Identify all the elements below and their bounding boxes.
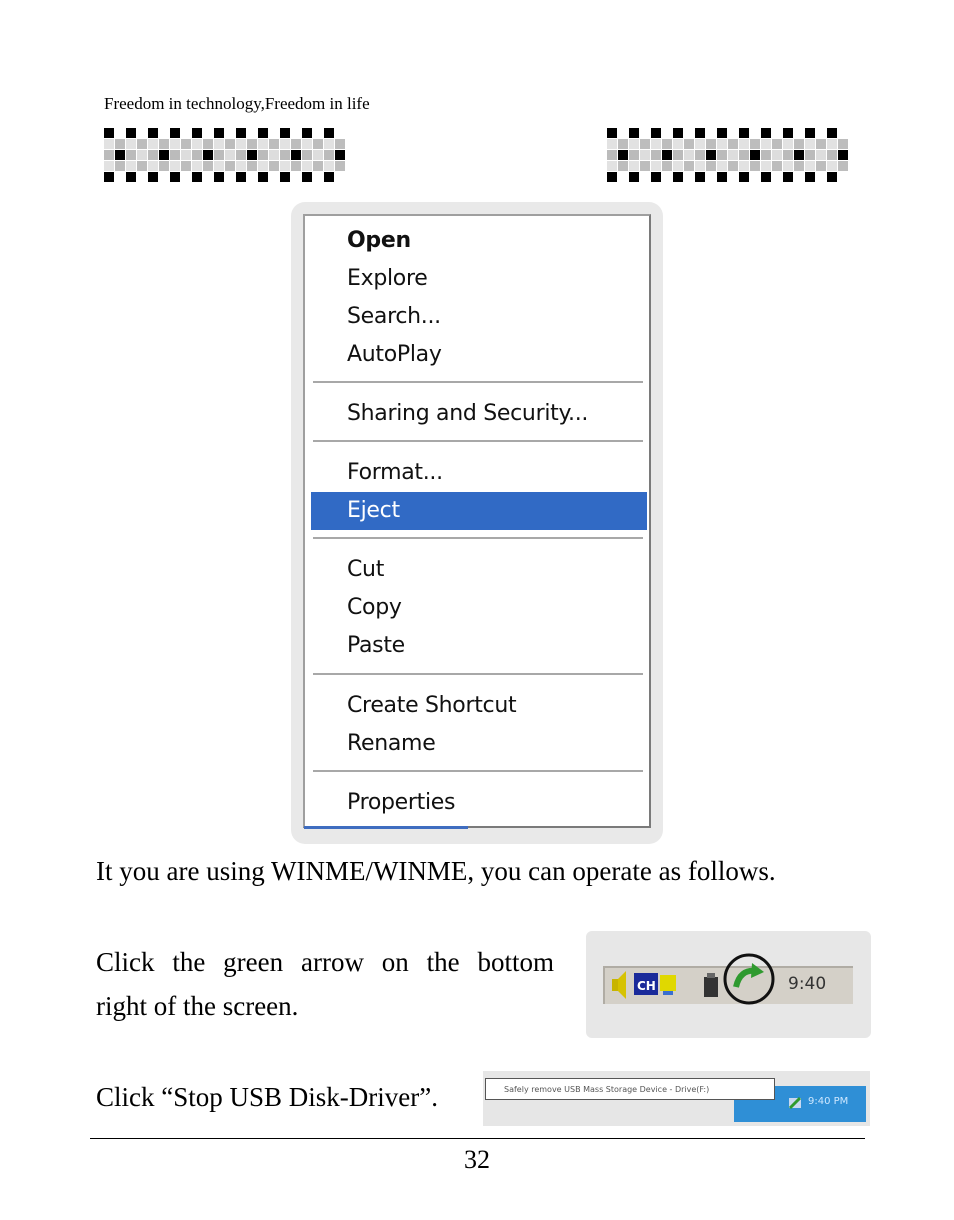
menu-separator (313, 381, 643, 383)
speaker-icon[interactable] (612, 971, 626, 999)
checker-decoration-left (104, 128, 348, 182)
taskbar-clock: 9:40 PM (808, 1096, 849, 1107)
menu-item-paste[interactable]: Paste (347, 633, 405, 658)
stop-usb-popup[interactable]: Safely remove USB Mass Storage Device - Drive(F:) (485, 1078, 775, 1100)
tray-clock: 9:40 (788, 974, 827, 994)
step1-text-line1: Click the green arrow on the bottom (96, 947, 554, 977)
taskbar-edge (304, 826, 468, 829)
svg-text:CH: CH (637, 979, 656, 993)
page-number: 32 (464, 1145, 490, 1174)
monitor-icon[interactable] (660, 975, 676, 995)
intro-text: It you are using WINME/WINME, you can operate as follows. (96, 856, 776, 886)
menu-item-search[interactable]: Search... (347, 304, 441, 329)
safely-remove-icon[interactable] (786, 1094, 804, 1112)
menu-item-autoplay[interactable]: AutoPlay (347, 342, 442, 367)
menu-separator (313, 673, 643, 675)
menu-separator (313, 537, 643, 539)
menu-item-open[interactable]: Open (347, 228, 411, 253)
footer-rule (90, 1138, 865, 1139)
menu-item-sharing-security[interactable]: Sharing and Security... (347, 401, 589, 426)
context-menu (303, 214, 651, 828)
menu-separator (313, 770, 643, 772)
menu-item-rename[interactable]: Rename (347, 731, 436, 756)
menu-item-properties[interactable]: Properties (347, 790, 456, 815)
step2-text: Click “Stop USB Disk-Driver”. (96, 1082, 438, 1112)
green-arrow-icon[interactable] (725, 955, 773, 1003)
menu-separator (313, 440, 643, 442)
header-tagline: Freedom in technology,Freedom in life (104, 94, 370, 113)
usb-device-icon[interactable] (704, 973, 718, 997)
menu-item-format[interactable]: Format... (347, 460, 443, 485)
menu-item-explore[interactable]: Explore (347, 266, 428, 291)
menu-item-cut[interactable]: Cut (347, 557, 385, 582)
tray-icons (606, 945, 796, 1015)
checker-decoration-right (607, 128, 851, 182)
menu-item-create-shortcut[interactable]: Create Shortcut (347, 693, 517, 718)
menu-item-copy[interactable]: Copy (347, 595, 402, 620)
language-icon[interactable] (634, 973, 658, 995)
menu-item-eject[interactable]: Eject (311, 492, 647, 530)
step1-text-line2: right of the screen. (96, 991, 299, 1021)
